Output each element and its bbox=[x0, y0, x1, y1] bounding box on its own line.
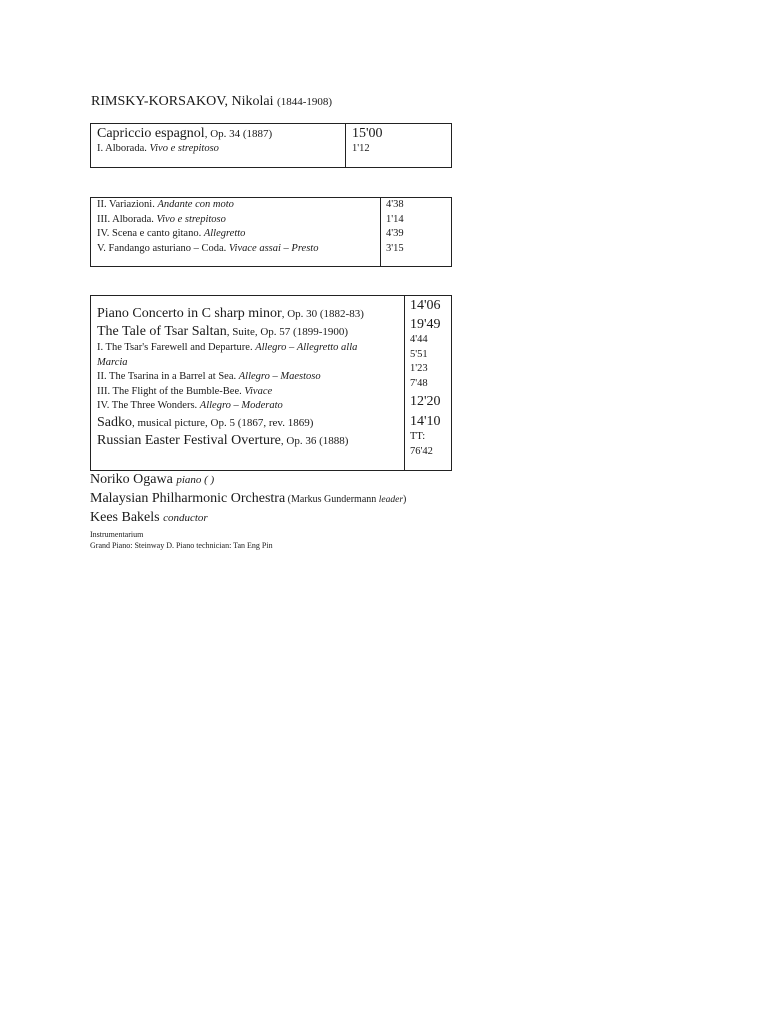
movement-time: 7'48 bbox=[410, 377, 428, 389]
capriccio-movements-box bbox=[90, 197, 452, 267]
composer-heading bbox=[91, 94, 332, 110]
saltan-time: 19'49 bbox=[410, 317, 441, 332]
conductor-name: Kees Bakels bbox=[90, 510, 160, 525]
movement-time: 4'39 bbox=[386, 228, 404, 239]
list-item: II. The Tsarina in a Barrel at Sea. Allegro – Maestoso bbox=[97, 371, 321, 382]
list-item: III. The Flight of the Bumble-Bee. Vivace bbox=[97, 385, 273, 397]
movement-list bbox=[97, 198, 318, 256]
soloist-name: Noriko Ogawa bbox=[90, 472, 173, 487]
list-item: IV. The Three Wonders. Allegro – Moderato bbox=[97, 400, 283, 411]
concerto-time: 14'06 bbox=[410, 298, 441, 313]
movement-time: 4'44 bbox=[410, 334, 428, 345]
concerto-line: Piano Concerto in C sharp minor, Op. 30 (1882-83) bbox=[97, 306, 364, 321]
conductor-role: conductor bbox=[163, 512, 208, 524]
work-detail: , Op. 34 (1887) bbox=[204, 128, 273, 140]
programme-box bbox=[90, 295, 452, 471]
soloist-role: piano ( ) bbox=[176, 474, 215, 486]
list-item-continued: Marcia bbox=[97, 356, 128, 368]
movement-time: 1'12 bbox=[352, 143, 370, 154]
total-time: 76'42 bbox=[410, 445, 433, 457]
composer-dates: (1844-1908) bbox=[277, 96, 333, 108]
movement-time: 5'51 bbox=[410, 348, 428, 360]
easter-time: 14'10 bbox=[410, 414, 441, 429]
instrumentarium-note: Grand Piano: Steinway D. Piano technician: Tan Eng Pin bbox=[90, 540, 273, 550]
easter-line: Russian Easter Festival Overture, Op. 36 (1888) bbox=[97, 432, 349, 448]
movement-time: 1'23 bbox=[410, 363, 428, 374]
orchestra-line bbox=[90, 490, 406, 510]
movement-line bbox=[97, 142, 219, 157]
leader-credit: (Markus Gundermann leader) bbox=[285, 493, 407, 505]
movement-time: 4'38 bbox=[386, 199, 404, 210]
movement-tempo: Vivo e strepitoso bbox=[149, 143, 219, 154]
performer-credits bbox=[90, 471, 406, 551]
list-item: V. Fandango asturiano – Coda. Vivace assai – Presto bbox=[97, 242, 319, 254]
saltan-line: The Tale of Tsar Saltan, Suite, Op. 57 (1899-1900) bbox=[97, 324, 349, 339]
movement-time: 1'14 bbox=[386, 213, 404, 225]
movement-label: I. Alborada. bbox=[97, 143, 150, 154]
programme-times bbox=[410, 297, 441, 459]
sadko-line: Sadko, musical picture, Op. 5 (1867, rev. 1869) bbox=[97, 414, 314, 430]
conductor-line bbox=[90, 509, 406, 528]
programme-list bbox=[97, 305, 364, 450]
capriccio-box bbox=[90, 123, 452, 168]
sadko-time: 12'20 bbox=[410, 394, 441, 409]
movement-times bbox=[386, 198, 404, 256]
work-time: 15'00 bbox=[352, 126, 383, 141]
total-label: TT: bbox=[410, 431, 426, 442]
list-item: I. The Tsar's Farewell and Departure. Allegro – Allegretto alla bbox=[97, 342, 358, 353]
orchestra-name: Malaysian Philharmonic Orchestra bbox=[90, 490, 286, 506]
list-item: IV. Scena e canto gitano. Allegretto bbox=[97, 228, 246, 239]
instrumentarium-heading: Instrumentarium bbox=[90, 529, 144, 539]
list-item: II. Variazioni. Andante con moto bbox=[97, 199, 234, 210]
list-item: III. Alborada. Vivo e strepitoso bbox=[97, 213, 226, 225]
soloist-line bbox=[90, 471, 406, 490]
composer-name: RIMSKY-KORSAKOV, Nikolai bbox=[91, 94, 274, 109]
movement-time: 3'15 bbox=[386, 242, 404, 254]
work-title-line bbox=[97, 125, 272, 143]
work-title: Capriccio espagnol bbox=[97, 126, 205, 141]
